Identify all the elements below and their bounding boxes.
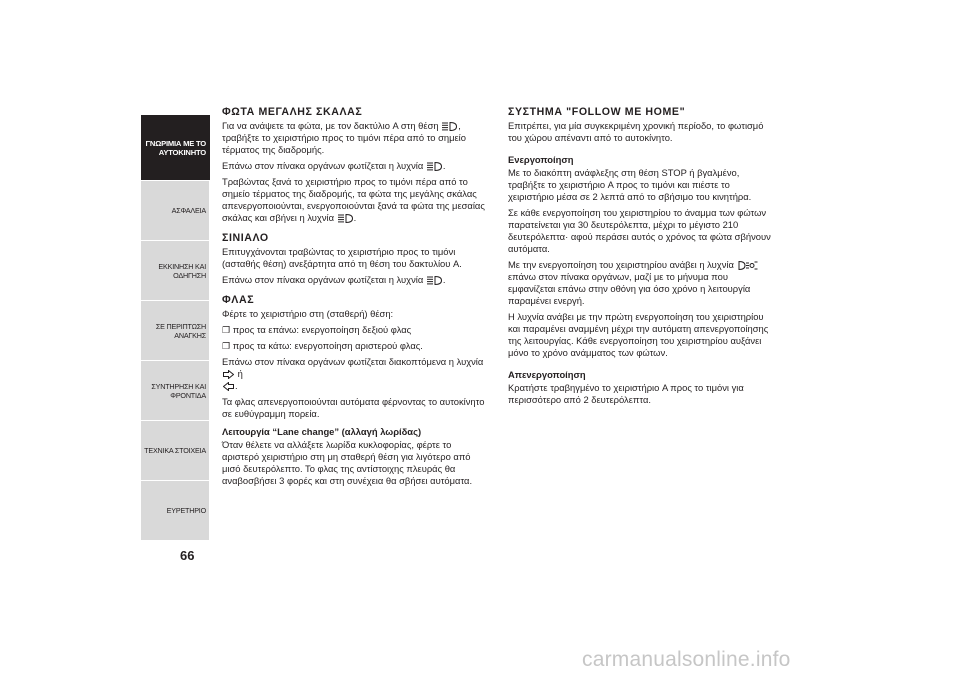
page-number: 66 bbox=[180, 548, 195, 563]
heading-activation: Ενεργοποίηση bbox=[508, 154, 574, 165]
tab-getting-to-know-car[interactable]: ΓΝΩΡΙΜΙΑ ΜΕ ΤΟ ΑΥΤΟΚΙΝΗΤΟ bbox=[141, 115, 209, 181]
high-beam-icon bbox=[442, 122, 457, 131]
paragraph: Η λυχνία ανάβει με την πρώτη ενεργοποίηση του χειριστηρίου και παραμένει αναμμένη μέχρι την αυτόματη απενεργοποίησης της λειτουργίας. Κάθε ενεργοποίηση του χειριστηρίου αυξάνει μόνο το χρόνο ανάμματος των φώτων. bbox=[508, 311, 769, 358]
paragraph: Φέρτε το χειριστήριο στη (σταθερή) θέση: bbox=[222, 308, 394, 319]
high-beam-icon bbox=[427, 276, 442, 285]
chapter-sidebar bbox=[141, 115, 209, 541]
heading-deactivation: Απενεργοποίηση bbox=[508, 369, 586, 380]
heading-high-beam: ΦΩΤΑ ΜΕΓΑΛΗΣ ΣΚΑΛΑΣ bbox=[222, 106, 363, 118]
list-item: ❐ προς τα επάνω: ενεργοποίηση δεξιού φλας bbox=[222, 324, 412, 335]
paragraph: Όταν θέλετε να αλλάξετε λωρίδα κυκλοφορίας, φέρτε το αριστερό χειριστήριο στη μη σταθερή θέση για λιγότερο από μισό δευτερόλεπτο. Το φλας της αντίστοιχης πλευράς θα αναβοσβήσει 3 φορές και στη συνέχεια θα σβήσει αυτόματα. bbox=[222, 439, 473, 486]
heading-flash: ΦΛΑΣ bbox=[222, 294, 255, 306]
paragraph: Με το διακόπτη ανάφλεξης στη θέση STOP ή βγαλμένο, τραβήξτε το χειριστήριο A προς το τιμόνι και πιέστε το χειριστήριο μέσα σε 2 λεπτά από το σβήσιμο του κινητήρα. bbox=[508, 167, 752, 202]
paragraph: Επιτρέπει, για μία συγκεκριμένη χρονική περίοδο, το φωτισμό του χώρου απέναντι από το αυτοκίνητο. bbox=[508, 120, 764, 143]
heading-signal: ΣΙΝΙΑΛΟ bbox=[222, 232, 269, 244]
turn-arrow-right-icon bbox=[223, 370, 234, 379]
paragraph: Τα φλας απενεργοποιούνται αυτόματα φέρνοντας το αυτοκίνητο σε ευθύγραμμη πορεία. bbox=[222, 396, 485, 419]
high-beam-icon bbox=[338, 214, 353, 223]
checkbox-bullet-icon: ❐ bbox=[222, 325, 231, 335]
list-item: ❐ προς τα κάτω: ενεργοποίηση αριστερού φλας. bbox=[222, 340, 423, 351]
right-column bbox=[508, 106, 776, 410]
left-column bbox=[222, 106, 490, 491]
paragraph: Τραβώντας ξανά το χειριστήριο προς το τιμόνι πέρα από το σημείο τέρματος της διαδρομής, τα φώτα της μεγάλης σκάλας απενεργοποιούνται, ενεργοποιούνται ξανά τα φώτα της μεσαίας σκάλας και σβήνει η λυχνία . bbox=[222, 176, 485, 223]
turn-arrow-left-icon bbox=[223, 382, 234, 391]
paragraph: Σε κάθε ενεργοποίηση του χειριστηρίου το άναμμα των φώτων παρατείνεται για 30 δευτερόλεπτα, μέχρι το μέγιστο 210 δευτερόλεπτα· αφού περάσει αυτός ο χρόνος τα φώτα σβήνουν αυτόματα. bbox=[508, 207, 771, 254]
follow-me-home-icon bbox=[738, 261, 758, 270]
paragraph: Με την ενεργοποίηση του χειριστηρίου ανάβει η λυχνία επάνω στον πίνακα οργάνων, μαζί με το μήνυμα που εμφανίζεται επάνω στην οθόνη για όσο χρόνο η λειτουργία παραμένει ενεργή. bbox=[508, 259, 776, 307]
tab-starting-driving[interactable]: ΕΚΚΙΝΗΣΗ ΚΑΙ ΟΔΗΓΗΣΗ bbox=[141, 241, 209, 301]
tab-maintenance[interactable]: ΣΥΝΤΗΡΗΣΗ ΚΑΙ ΦΡΟΝΤΙΔΑ bbox=[141, 361, 209, 421]
tab-safety[interactable]: ΑΣΦΑΛΕΙΑ bbox=[141, 181, 209, 241]
tab-emergency[interactable]: ΣΕ ΠΕΡΙΠΤΩΣΗ ΑΝΑΓΚΗΣ bbox=[141, 301, 209, 361]
paragraph: Επάνω στον πίνακα οργάνων φωτίζεται η λυχνία . bbox=[222, 160, 446, 171]
watermark: carmanualsonline.info bbox=[582, 648, 791, 671]
tab-index[interactable]: ΕΥΡΕΤΗΡΙΟ bbox=[141, 481, 209, 541]
paragraph: Κρατήστε τραβηγμένο το χειριστήριο A προς το τιμόνι για περισσότερο από 2 δευτερόλεπτα. bbox=[508, 382, 744, 405]
heading-lane-change: Λειτουργία “Lane change” (αλλαγή λωρίδας) bbox=[222, 426, 422, 437]
paragraph: Επιτυγχάνονται τραβώντας το χειριστήριο προς το τιμόνι (ασταθής θέση) ανεξάρτητα από τη θέση του δακτυλίου A. bbox=[222, 246, 462, 269]
paragraph: Για να ανάψετε τα φώτα, με τον δακτύλιο A στη θέση , τραβήξτε το χειριστήριο προς το τιμόνι πέρα από το σημείο τέρματος της διαδρομής. bbox=[222, 120, 466, 155]
high-beam-icon bbox=[427, 162, 442, 171]
paragraph: Επάνω στον πίνακα οργάνων φωτίζεται διακοπτόμενα η λυχνία ή . bbox=[222, 356, 484, 391]
tab-technical-data[interactable]: ΤΕΧΝΙΚΑ ΣΤΟΙΧΕΙΑ bbox=[141, 421, 209, 481]
paragraph: Επάνω στον πίνακα οργάνων φωτίζεται η λυχνία . bbox=[222, 274, 446, 285]
checkbox-bullet-icon: ❐ bbox=[222, 341, 231, 351]
heading-follow-me-home: ΣΥΣΤΗΜΑ "FOLLOW ME HOME" bbox=[508, 106, 686, 118]
